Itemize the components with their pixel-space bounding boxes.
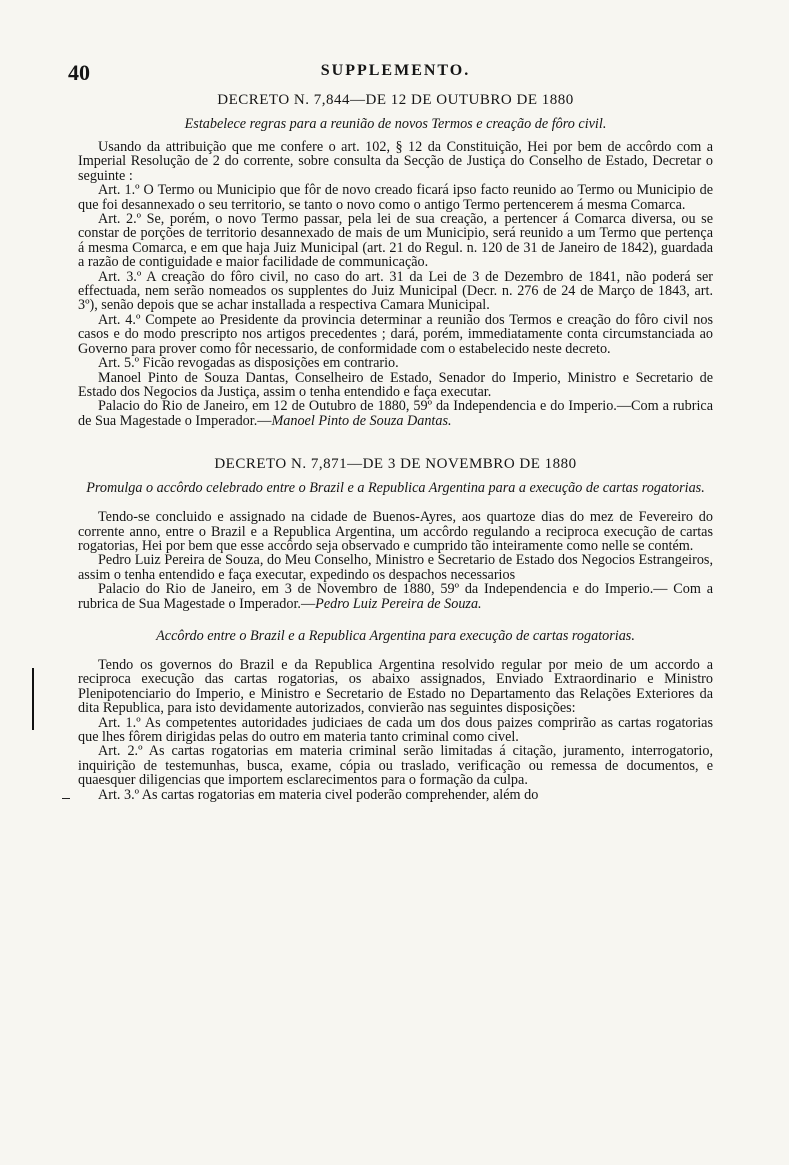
agreement-article-2: Art. 2.º As cartas rogatorias em materia criminal serão limitadas á citação, juramento, interrogatorio, inquirição de testemunhas, busca, exame, cópia ou traslado, verificação ou remessa de documentos, e quaesquer diligencias que importem esclarecimentos para o formação da culpa. xyxy=(78,743,713,789)
agreement-article-1: Art. 1.º As competentes autoridades judiciaes de cada um dos dous paizes comprirão as cartas rogatorias que lhes fôrem dirigidas pelas do outro em materia tanto criminal como civel. xyxy=(78,714,713,745)
decree1-article-4: Art. 4.º Compete ao Presidente da provincia determinar a reunião dos Termos e creação do fôro civil nos casos e do modo prescripto nos artigos precedentes ; dará, porém, immediatamente conta circumstanciada ao Governo para prover como fôr necessario, de conformidade com o estabelecido neste decreto. xyxy=(78,311,713,357)
margin-dash xyxy=(62,798,70,799)
decree1-minister-paragraph: Manoel Pinto de Souza Dantas, Conselheiro de Estado, Senador do Imperio, Ministro e Secretario de Estado dos Negocios da Justiça, assim o tenha entendido e faça executar. xyxy=(78,369,713,400)
decree1-article-1: Art. 1.º O Termo ou Municipio que fôr de novo creado ficará ipso facto reunido ao Termo ou Municipio de que foi desannexado o seu territorio, se tanto o novo como o antigo Termo pertencerem á mesma Comarca. xyxy=(78,182,713,213)
section-gap xyxy=(78,611,713,627)
decree1-paragraph: Usando da attribuição que me confere o art. 102, § 12 da Constituição, Hei por bem de accôrdo com a Imperial Resolução de 2 do corrente, sobre consulta da Secção de Justiça do Conselho de Estado, Decretar o seguinte : xyxy=(78,139,713,184)
decree2-signature: Pedro Luiz Pereira de Souza. xyxy=(315,595,482,612)
section-gap xyxy=(78,428,713,448)
decree2-paragraph: Tendo-se concluido e assignado na cidade de Buenos-Ayres, aos quartoze dias do mez de Fevereiro do corrente anno, entre o Brazil e a Republica Argentina, um accôrdo regulando a reciproca execução de cartas rogatorias, Hei por bem que esse accôrdo seja observado e cumprido tão inteiramente como nelle se contém. xyxy=(78,509,713,554)
agreement-article-3: Art. 3.º As cartas rogatorias em materia civel poderão comprehender, além do xyxy=(98,786,539,803)
decree1-article-2: Art. 2.º Se, porém, o novo Termo passar, pela lei de sua creação, a pertencer á Comarca diversa, ou se constar de porções de territorio desannexado de mais de um Municipio, será reunido a um Termo que pertença á mesma Comarca, e em que haja Juiz Municipal (art. 21 do Regul. n. 120 de 31 de Janeiro de 1842), guardada a razão de contiguidade e maior facilidade de communicação. xyxy=(78,211,713,271)
agreement-title: Accôrdo entre o Brazil e a Republica Argentina para execução de cartas rogatorias. xyxy=(156,627,635,644)
decree2-subtitle: Promulga o accôrdo celebrado entre o Brazil e a Republica Argentina para a execução de cartas rogatorias. xyxy=(86,480,705,497)
margin-mark xyxy=(32,668,34,730)
decree1-signature: Manoel Pinto de Souza Dantas. xyxy=(271,412,452,429)
decree1-subtitle: Estabelece regras para a reunião de novos Termos e creação de fôro civil. xyxy=(184,116,607,132)
decree1-closing-text: Palacio do Rio de Janeiro, em 12 de Outubro de 1880, 59º da Independencia e do Imperio.—Com a rubrica de Sua Magestade o Imperador.— xyxy=(78,398,713,429)
page-header xyxy=(68,56,713,85)
decree2-minister-paragraph: Pedro Luiz Pereira de Souza, do Meu Conselho, Ministro e Secretario de Estado dos Negocios Estrangeiros, assim o tenha entendido e faça executar, expedindo os despachos necessarios xyxy=(78,552,713,583)
decree2-title: DECRETO N. 7,871—DE 3 DE NOVEMBRO DE 1880 xyxy=(214,456,577,473)
page-number: 40 xyxy=(68,60,90,85)
decree1-article-3: Art. 3.º A creação do fôro civil, no caso do art. 31 da Lei de 3 de Dezembro de 1841, não poderá ser effectuada, nem serão nomeados os supplentes do Juiz Municipal (Decr. n. 276 de 24 de Março de 1843, art. 3º), senão depois que se achar installada a respectiva Camara Municipal. xyxy=(78,268,713,314)
decree2-closing xyxy=(78,582,713,611)
decree1-title: DECRETO N. 7,844—DE 12 DE OUTUBRO DE 1880 xyxy=(217,92,574,108)
running-head: SUPPLEMENTO. xyxy=(320,62,471,79)
decree1-article-5: Art. 5.º Ficão revogadas as disposições em contrario. xyxy=(98,355,399,372)
decree2-closing-text: Palacio do Rio de Janeiro, em 3 de Novembro de 1880, 59º da Independencia e do Imperio.— Com a rubrica de Sua Magestade o Imperador.— xyxy=(78,581,713,612)
agreement-paragraph: Tendo os governos do Brazil e da Republica Argentina resolvido regular por meio de um accordo a reciproca execução das cartas rogatorias, os abaixo assignados, Enviado Extraordinario e Ministro Plenipotenciario do Imperio, e Ministro e Secretario de Estado no Departamento das Relações Exteriores da dita Republica, para isto devidamente autorizados, convierão nas seguintes disposições: xyxy=(78,656,713,717)
decree1-closing xyxy=(78,399,713,428)
